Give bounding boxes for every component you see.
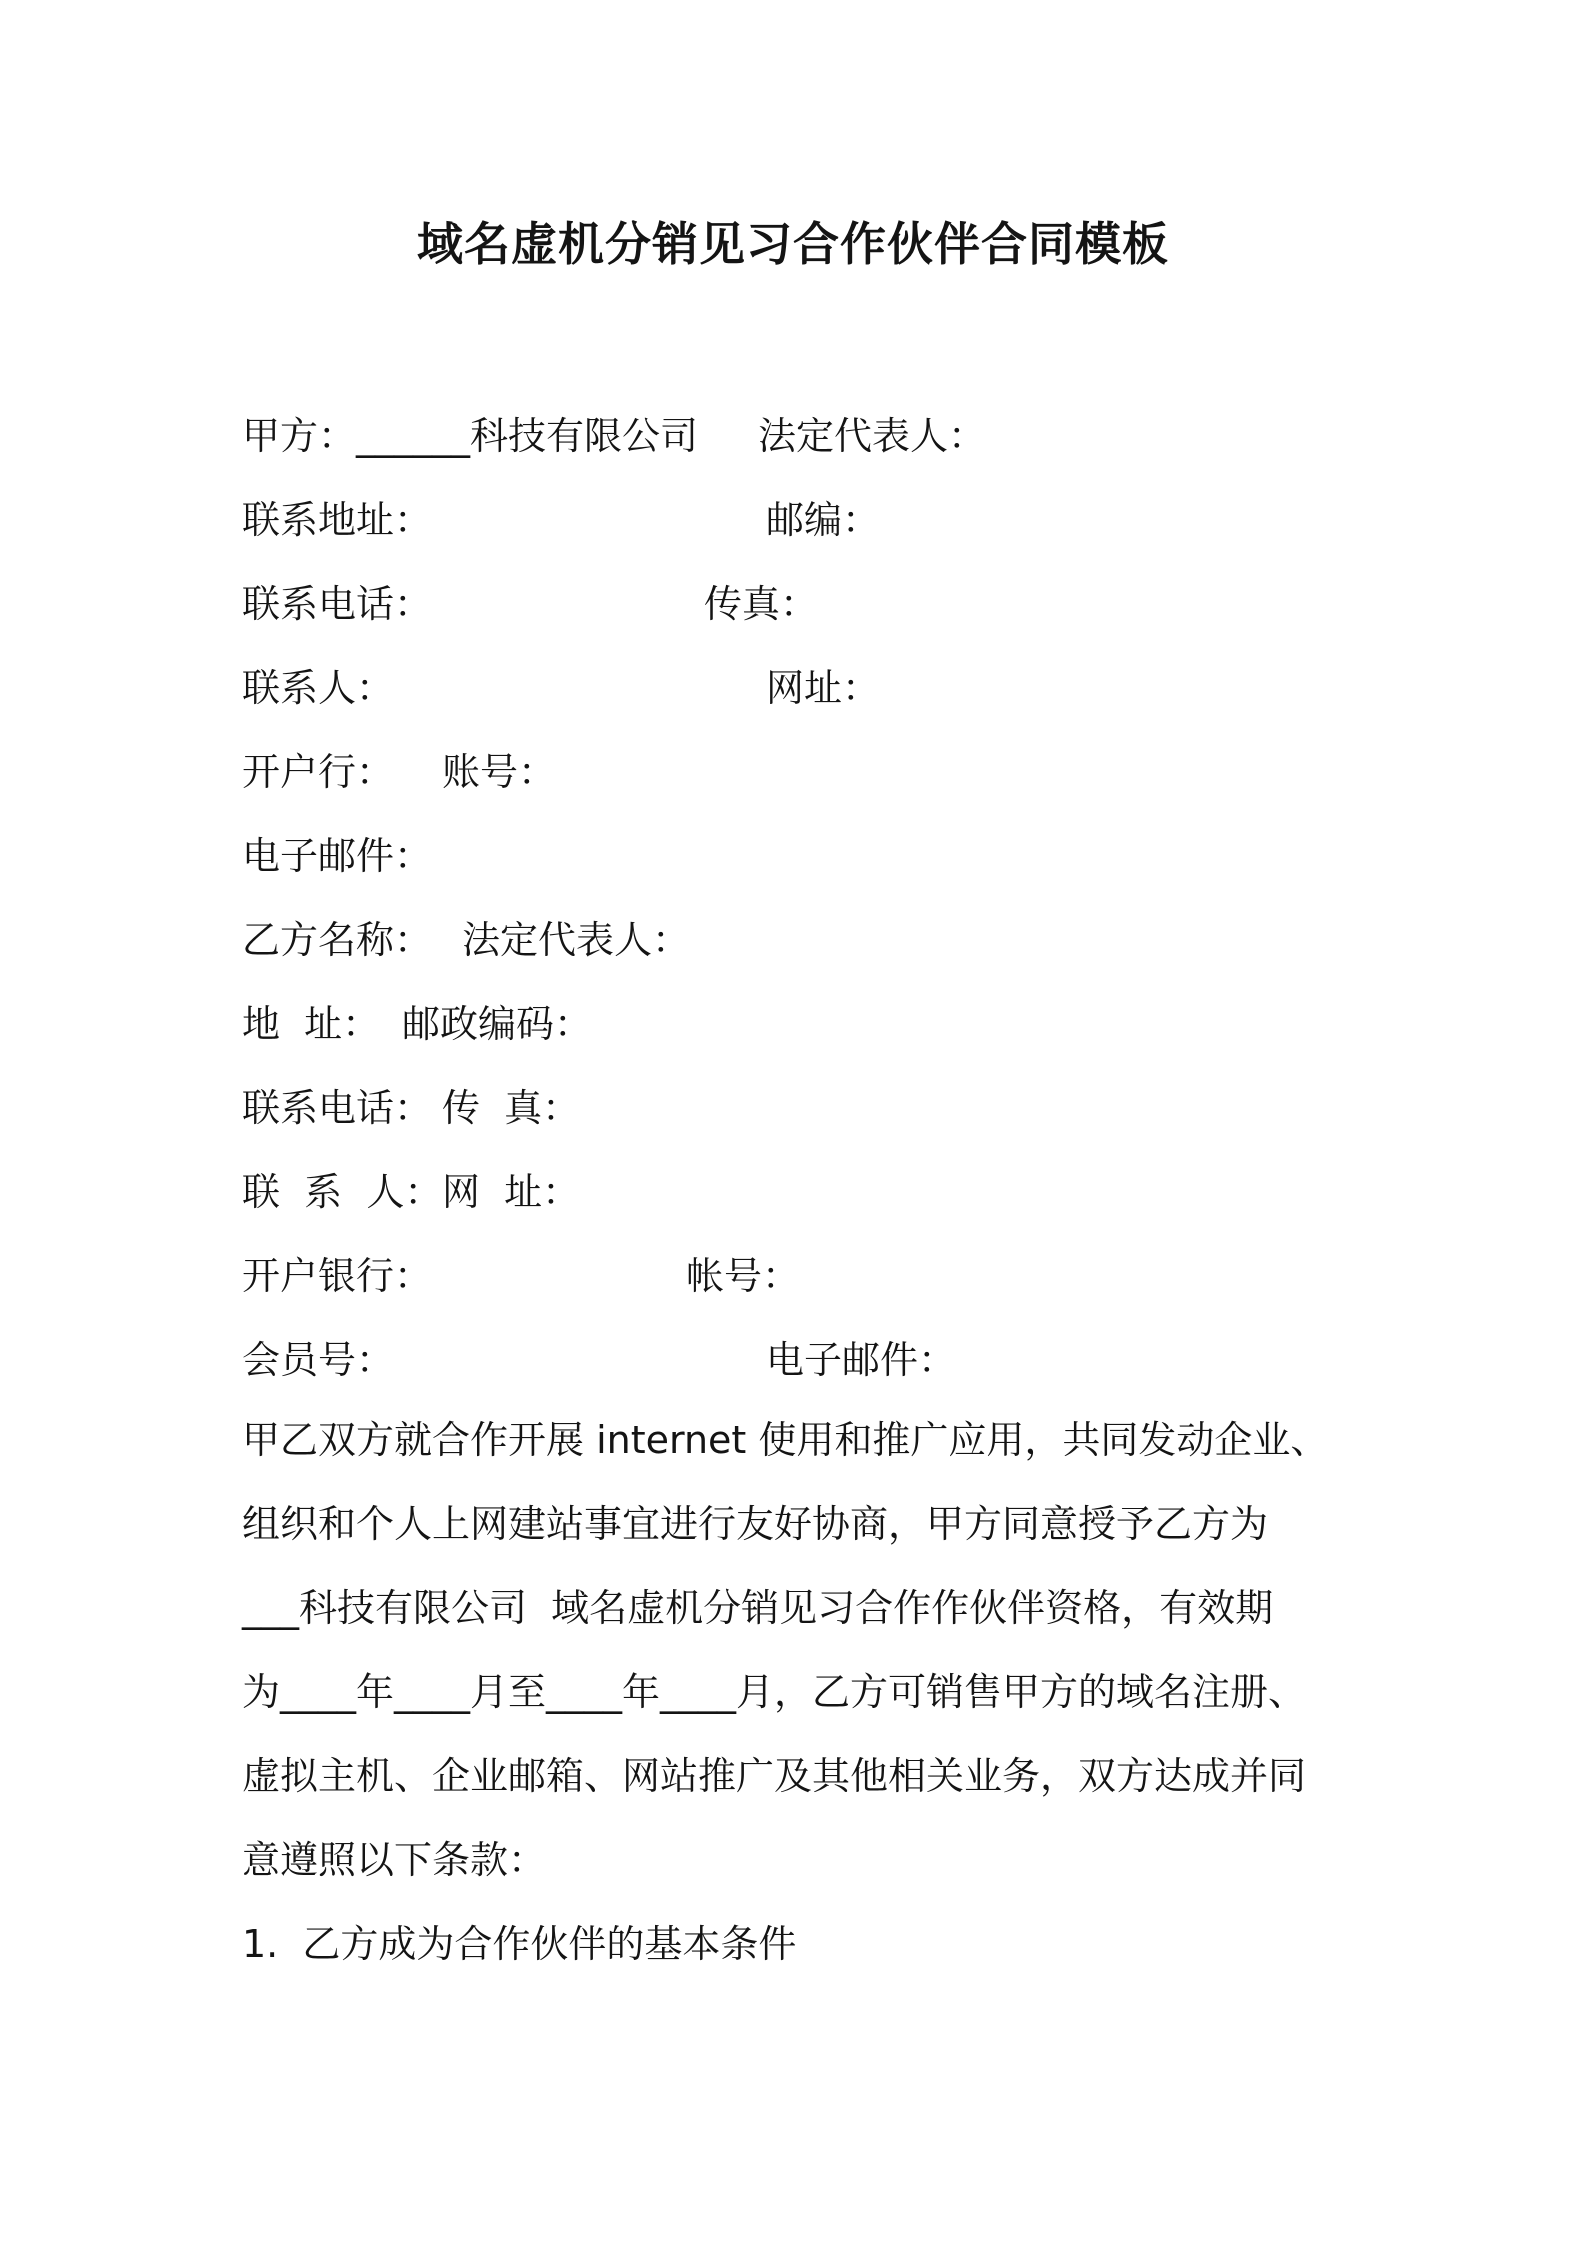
party-b-address-label: 地 址： bbox=[242, 1002, 381, 1046]
party-a-account-label: 账号： bbox=[442, 750, 557, 794]
party-a-phone-label: 联系电话： bbox=[242, 582, 433, 626]
party-a-name-label: 甲方：______科技有限公司 bbox=[242, 414, 699, 458]
intro-line: ___科技有限公司 域名虚机分销见习合作作伙伴资格，有效期 bbox=[242, 1586, 1274, 1630]
party-a-fax-label: 传真： bbox=[704, 582, 819, 626]
party-a-email-label: 电子邮件： bbox=[242, 834, 433, 878]
party-b-website-label: 网 址： bbox=[442, 1170, 581, 1214]
party-b-bank-label: 开户银行： bbox=[242, 1254, 433, 1298]
party-a-website-label: 网址： bbox=[766, 666, 881, 710]
intro-line: 为____年____月至____年____月，乙方可销售甲方的域名注册、 bbox=[242, 1670, 1307, 1714]
party-b-member-label: 会员号： bbox=[242, 1338, 395, 1382]
party-a-bank-label: 开户行： bbox=[242, 750, 395, 794]
party-b-account-label: 帐号： bbox=[686, 1254, 801, 1298]
party-a-contact-label: 联系人： bbox=[242, 666, 395, 710]
party-b-name-label: 乙方名称： bbox=[242, 918, 433, 962]
intro-line: 甲乙双方就合作开展 internet 使用和推广应用，共同发动企业、 bbox=[242, 1418, 1329, 1462]
intro-paragraph bbox=[242, 1412, 1382, 1916]
party-b-fax-label: 传 真： bbox=[442, 1086, 581, 1130]
section-heading: 1. 乙方成为合作伙伴的基本条件 bbox=[242, 1922, 797, 1966]
party-b-phone-label: 联系电话： bbox=[242, 1086, 433, 1130]
party-b-email-label: 电子邮件： bbox=[766, 1338, 957, 1382]
party-b-postcode-label: 邮政编码： bbox=[402, 1002, 593, 1046]
party-a-legal-rep-label: 法定代表人： bbox=[758, 414, 987, 458]
intro-line: 虚拟主机、企业邮箱、网站推广及其他相关业务，双方达成并同 bbox=[242, 1754, 1307, 1798]
party-a-postcode-label: 邮编： bbox=[766, 498, 881, 542]
intro-line: 组织和个人上网建站事宜进行友好协商，甲方同意授予乙方为 bbox=[242, 1502, 1269, 1546]
intro-line: 意遵照以下条款： bbox=[242, 1838, 547, 1882]
party-b-legal-rep-label: 法定代表人： bbox=[462, 918, 691, 962]
party-a-address-label: 联系地址： bbox=[242, 498, 433, 542]
party-b-contact-label: 联 系 人： bbox=[242, 1170, 443, 1214]
document-title: 域名虚机分销见习合作伙伴合同模板 bbox=[417, 217, 1169, 271]
